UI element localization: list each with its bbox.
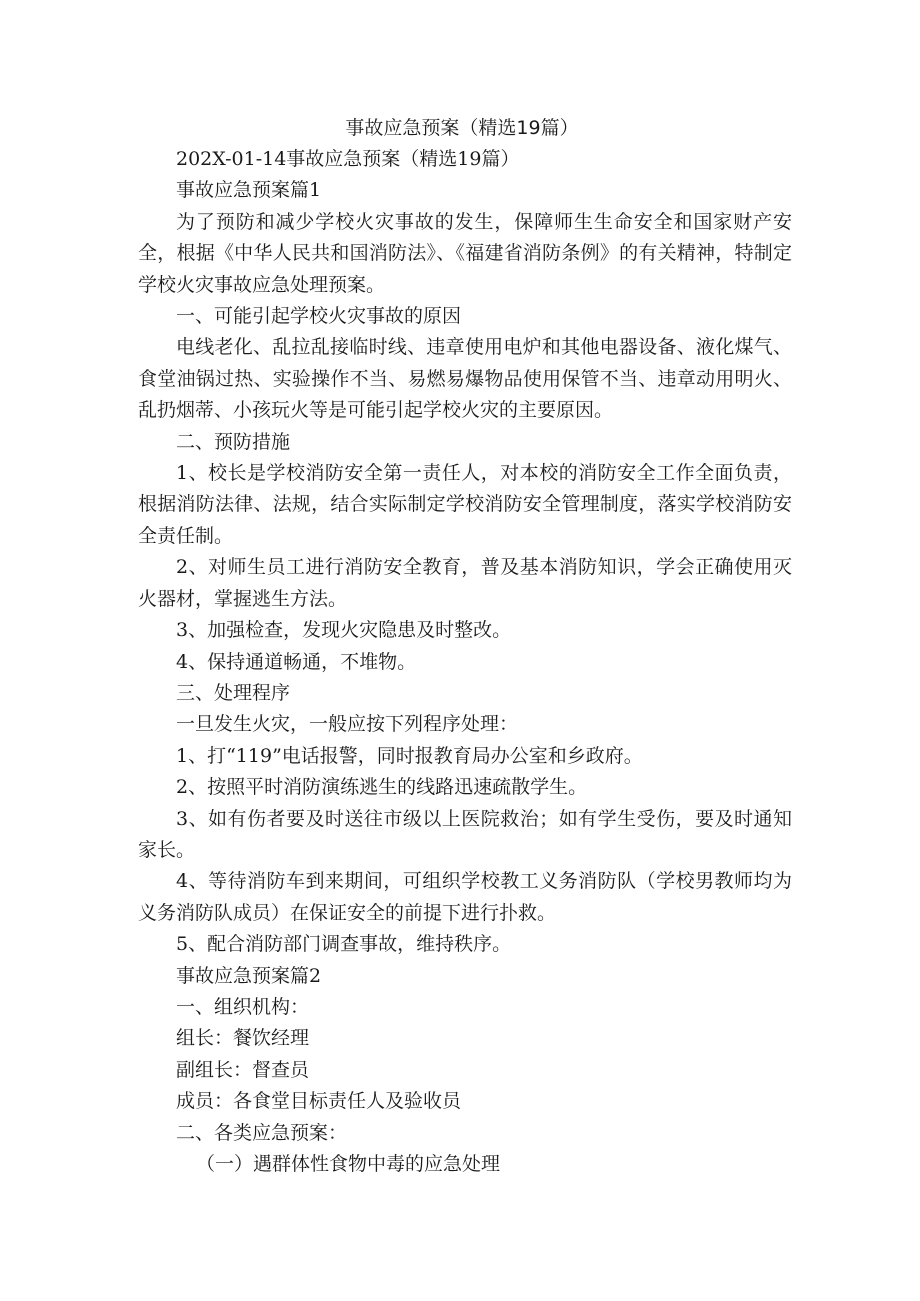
document-page — [138, 112, 792, 1180]
emergency-plan-item-1: （一）遇群体性食物中毒的应急处理 — [196, 1153, 501, 1175]
prevention-item-1: 1、校长是学校消防安全第一责任人，对本校的消防安全工作全面负责，根据消防法律、法规，结合实际制定学校消防安全管理制度，落实学校消防安全责任制。 — [138, 462, 792, 547]
document-title: 事故应急预案（精选19篇） — [345, 117, 579, 139]
heading-causes: 一、可能引起学校火灾事故的原因 — [176, 305, 462, 328]
heading-emergency-plans: 二、各类应急预案： — [176, 1121, 348, 1144]
section-heading-part1: 事故应急预案篇1 — [176, 179, 322, 202]
prevention-item-4: 4、保持通道畅通，不堆物。 — [176, 650, 417, 673]
org-members: 成员：各食堂目标责任人及验收员 — [176, 1090, 462, 1113]
prevention-item-2: 2、对师生员工进行消防安全教育，普及基本消防知识，学会正确使用灭火器材，掌握逃生方法。 — [138, 556, 792, 610]
procedure-intro: 一旦发生火灾，一般应按下列程序处理： — [176, 713, 519, 736]
section-heading-part2: 事故应急预案篇2 — [176, 964, 322, 987]
heading-prevention: 二、预防措施 — [176, 430, 291, 453]
procedure-item-3: 3、如有伤者要及时送往市级以上医院救治；如有学生受伤，要及时通知家长。 — [138, 807, 792, 861]
heading-procedure: 三、处理程序 — [176, 681, 291, 704]
document-date-line: 202X-01-14事故应急预案（精选19篇） — [176, 148, 520, 170]
intro-paragraph: 为了预防和减少学校火灾事故的发生，保障师生生命安全和国家财产安全，根据《中华人民共和国消防法》、《福建省消防条例》的有关精神，特制定学校火灾事故应急处理预案。 — [138, 210, 792, 296]
org-deputy-leader: 副组长：督查员 — [176, 1058, 310, 1081]
procedure-item-1: 1、打“119”电话报警，同时报教育局办公室和乡政府。 — [176, 744, 643, 767]
procedure-item-5: 5、配合消防部门调查事故，维持秩序。 — [176, 933, 512, 956]
procedure-item-4: 4、等待消防车到来期间，可组织学校教工义务消防队（学校男教师均为义务消防队成员）在保证安全的前提下进行扑救。 — [138, 870, 792, 924]
org-leader: 组长：餐饮经理 — [176, 1027, 310, 1050]
prevention-item-3: 3、加强检查，发现火灾隐患及时整改。 — [176, 619, 512, 642]
procedure-item-2: 2、按照平时消防演练逃生的线路迅速疏散学生。 — [176, 776, 588, 799]
heading-organization: 一、组织机构： — [176, 995, 310, 1018]
causes-paragraph: 电线老化、乱拉乱接临时线、违章使用电炉和其他电器设备、液化煤气、食堂油锅过热、实验操作不当、易燃易爆物品使用保管不当、违章动用明火、乱扔烟蒂、小孩玩火等是可能引起学校火灾的主要原因。 — [138, 336, 792, 422]
